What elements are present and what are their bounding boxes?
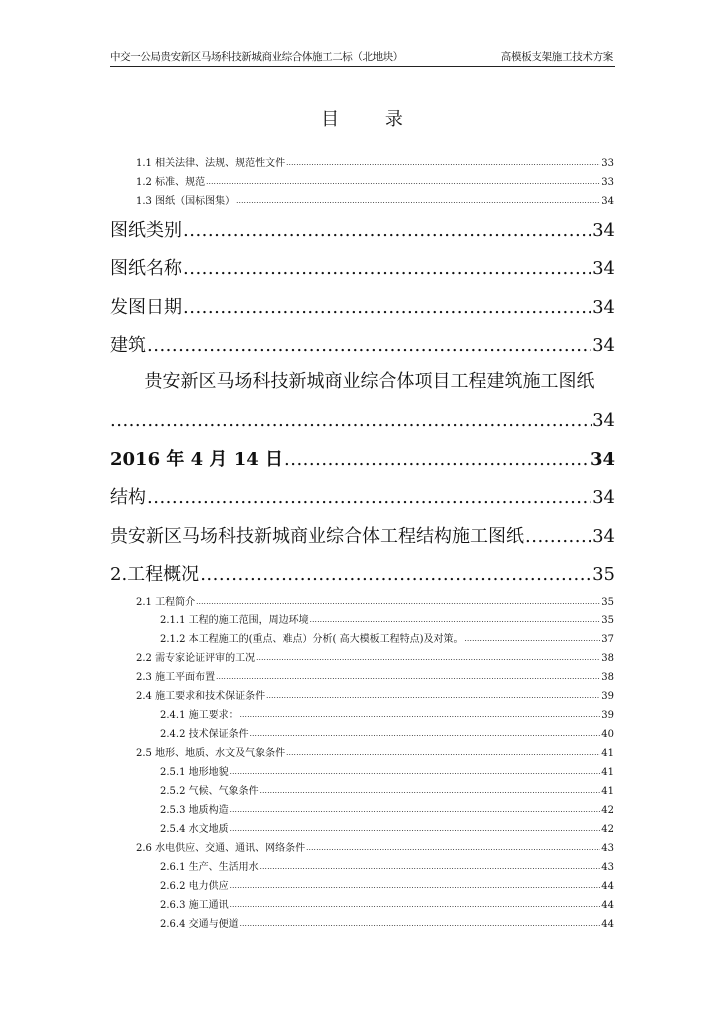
- toc-entry-title: 发图日期: [110, 297, 182, 318]
- toc-entry-page: 35: [601, 615, 614, 626]
- toc-entry-page: 34: [592, 220, 615, 241]
- toc-entry[interactable]: [110, 333, 615, 357]
- toc-leader-dots: [240, 709, 601, 722]
- toc-leader-dots: [240, 918, 601, 931]
- toc-leader-dots: [284, 449, 589, 471]
- toc-entry[interactable]: [160, 613, 614, 627]
- toc-leader-dots: [183, 297, 591, 319]
- toc-entry-title: 贵安新区马场科技新城商业综合体工程结构施工图纸: [110, 526, 524, 547]
- toc-entry-title: 1.2 标准、规范: [136, 177, 206, 188]
- toc-entry-title: 2.4 施工要求和技术保证条件: [136, 691, 266, 702]
- toc-entry[interactable]: [160, 879, 614, 893]
- toc-entry[interactable]: [160, 860, 614, 874]
- toc-leader-dots: [525, 526, 591, 548]
- toc-entry-title: 2.1.1 工程的施工范围，周边环境: [160, 615, 309, 626]
- toc-leader-dots: [230, 880, 601, 893]
- toc-entry[interactable]: [110, 485, 615, 509]
- toc-entry[interactable]: [136, 689, 614, 703]
- toc-entry-page: 41: [601, 786, 614, 797]
- toc-entry[interactable]: [110, 218, 615, 242]
- toc-entry-title: 图纸名称: [110, 258, 182, 279]
- toc-entry[interactable]: [136, 746, 614, 760]
- toc-entry-page: 34: [592, 335, 615, 356]
- toc-leader-dots: [260, 861, 601, 874]
- toc-entry-page: 43: [601, 843, 614, 854]
- toc-leader-dots: [216, 671, 600, 684]
- toc-leader-dots: [206, 176, 600, 189]
- toc-entry-title: 2.6.3 施工通讯: [160, 900, 229, 911]
- toc-entry-title-wrapped[interactable]: 贵安新区马场科技新城商业综合体项目工程建筑施工图纸: [144, 371, 595, 392]
- toc-entry-page: 41: [601, 767, 614, 778]
- toc-entry-title: 1.3 图纸（国标图集）: [136, 196, 236, 207]
- toc-leader-dots: [236, 195, 600, 208]
- toc-entry[interactable]: [160, 632, 614, 646]
- toc-entry-page: 35: [601, 597, 614, 608]
- toc-entry-continuation: [110, 408, 615, 432]
- toc-entry-page: 39: [601, 691, 614, 702]
- toc-entry-title: 2.1 工程简介: [136, 597, 196, 608]
- toc-entry[interactable]: [160, 803, 614, 817]
- toc-entry-page: 34: [592, 258, 615, 279]
- toc-entry-page: 44: [601, 919, 614, 930]
- toc-leader-dots: [230, 766, 601, 779]
- toc-entry[interactable]: [136, 595, 614, 609]
- toc-entry-page: 38: [601, 653, 614, 664]
- toc-entry[interactable]: [110, 562, 615, 586]
- toc-entry-page: 34: [589, 449, 615, 470]
- toc-entry-page: 44: [601, 900, 614, 911]
- toc-entry[interactable]: [136, 651, 614, 665]
- toc-entry[interactable]: [136, 670, 614, 684]
- toc-entry[interactable]: [160, 708, 614, 722]
- toc-entry-page: 39: [601, 710, 614, 721]
- toc-entry-title: 2.4.2 技术保证条件: [160, 729, 249, 740]
- toc-leader-dots: [230, 823, 601, 836]
- toc-entry-title: 2.5.3 地质构造: [160, 805, 229, 816]
- toc-leader-dots: [306, 842, 600, 855]
- toc-entry-title: 2.4.1 施工要求：: [160, 710, 239, 721]
- header-document-name: 高模板支架施工技术方案: [500, 51, 613, 63]
- toc-entry-title: 2.6 水电供应、交通、通讯、网络条件: [136, 843, 306, 854]
- toc-entry[interactable]: [110, 295, 615, 319]
- toc-entry-title: 1.1 相关法律、法规、规范性文件: [136, 158, 286, 169]
- toc-entry-title: 2.5.2 气候、气象条件: [160, 786, 259, 797]
- toc-leader-dots: [286, 157, 600, 170]
- toc-entry-title: 2016 年 4 月 14 日: [110, 449, 284, 470]
- toc-entry-title: 2.工程概况: [110, 564, 200, 585]
- toc-entry-title: 2.3 施工平面布置: [136, 672, 216, 683]
- toc-entry-page: 42: [601, 805, 614, 816]
- toc-entry-page: 34: [592, 297, 615, 318]
- toc-leader-dots: [266, 690, 600, 703]
- toc-entry-page: 43: [601, 862, 614, 873]
- toc-entry-title: 2.2 需专家论证评审的工况: [136, 653, 256, 664]
- toc-leader-dots: [230, 899, 601, 912]
- toc-entry-title: 2.6.1 生产、生活用水: [160, 862, 259, 873]
- toc-entry[interactable]: [160, 727, 614, 741]
- toc-entry[interactable]: [136, 175, 614, 189]
- toc-leader-dots: [260, 785, 601, 798]
- toc-title: 目 录: [321, 109, 423, 130]
- toc-entry-title: 2.6.4 交通与便道: [160, 919, 239, 930]
- toc-leader-dots: [200, 564, 591, 586]
- toc-entry-page: 35: [592, 564, 615, 585]
- toc-leader-dots: [230, 804, 601, 817]
- toc-entry-page: 34: [592, 410, 615, 431]
- toc-entry-page: 33: [601, 158, 614, 169]
- toc-entry-title: 2.5 地形、地质、水文及气象条件: [136, 748, 286, 759]
- toc-entry-page: 34: [592, 526, 615, 547]
- toc-entry-page: 38: [601, 672, 614, 683]
- toc-entry[interactable]: [136, 194, 614, 208]
- toc-leader-dots: [183, 258, 591, 280]
- toc-entry-title: 2.6.2 电力供应: [160, 881, 229, 892]
- toc-entry-title: 结构: [110, 487, 146, 508]
- toc-entry-page: 33: [601, 177, 614, 188]
- toc-leader-dots: [110, 410, 592, 432]
- toc-entry-page: 34: [601, 196, 614, 207]
- page-header: [110, 50, 615, 67]
- toc-leader-dots: [196, 596, 600, 609]
- header-project-name: 中交一公局贵安新区马场科技新城商业综合体施工二标（北地块）: [110, 51, 403, 63]
- toc-entry-page: 41: [601, 748, 614, 759]
- toc-leader-dots: [310, 614, 601, 627]
- toc-leader-dots: [183, 220, 591, 242]
- toc-entry-page: 40: [601, 729, 614, 740]
- toc-leader-dots: [286, 747, 600, 760]
- toc-entry-title: 2.5.4 水文地质: [160, 824, 229, 835]
- toc-leader-dots: [250, 728, 601, 741]
- toc-entry[interactable]: [110, 524, 615, 548]
- toc-entry-title: 2.1.2 本工程施工的(重点、难点）分析( 高大模板工程特点)及对策。: [160, 634, 464, 645]
- toc-entry[interactable]: [160, 784, 614, 798]
- toc-entry-title: 图纸类别: [110, 220, 182, 241]
- toc-entry[interactable]: [136, 841, 614, 855]
- toc-entry[interactable]: [160, 822, 614, 836]
- toc-entry-page: 37: [601, 634, 614, 645]
- toc-leader-dots: [147, 487, 591, 509]
- toc-entry[interactable]: [160, 765, 614, 779]
- toc-leader-dots: [256, 652, 600, 665]
- toc-entry-page: 44: [601, 881, 614, 892]
- toc-entry-page: 34: [592, 487, 615, 508]
- toc-entry[interactable]: [136, 156, 614, 170]
- toc-entry-title: 2.5.1 地形地貌: [160, 767, 229, 778]
- toc-entry[interactable]: [110, 447, 615, 471]
- toc-entry-page: 42: [601, 824, 614, 835]
- toc-entry[interactable]: [110, 256, 615, 280]
- toc-leader-dots: [465, 633, 601, 646]
- toc-leader-dots: [147, 335, 591, 357]
- toc-entry-title: 建筑: [110, 335, 146, 356]
- toc-entry[interactable]: [160, 917, 614, 931]
- toc-entry[interactable]: [160, 898, 614, 912]
